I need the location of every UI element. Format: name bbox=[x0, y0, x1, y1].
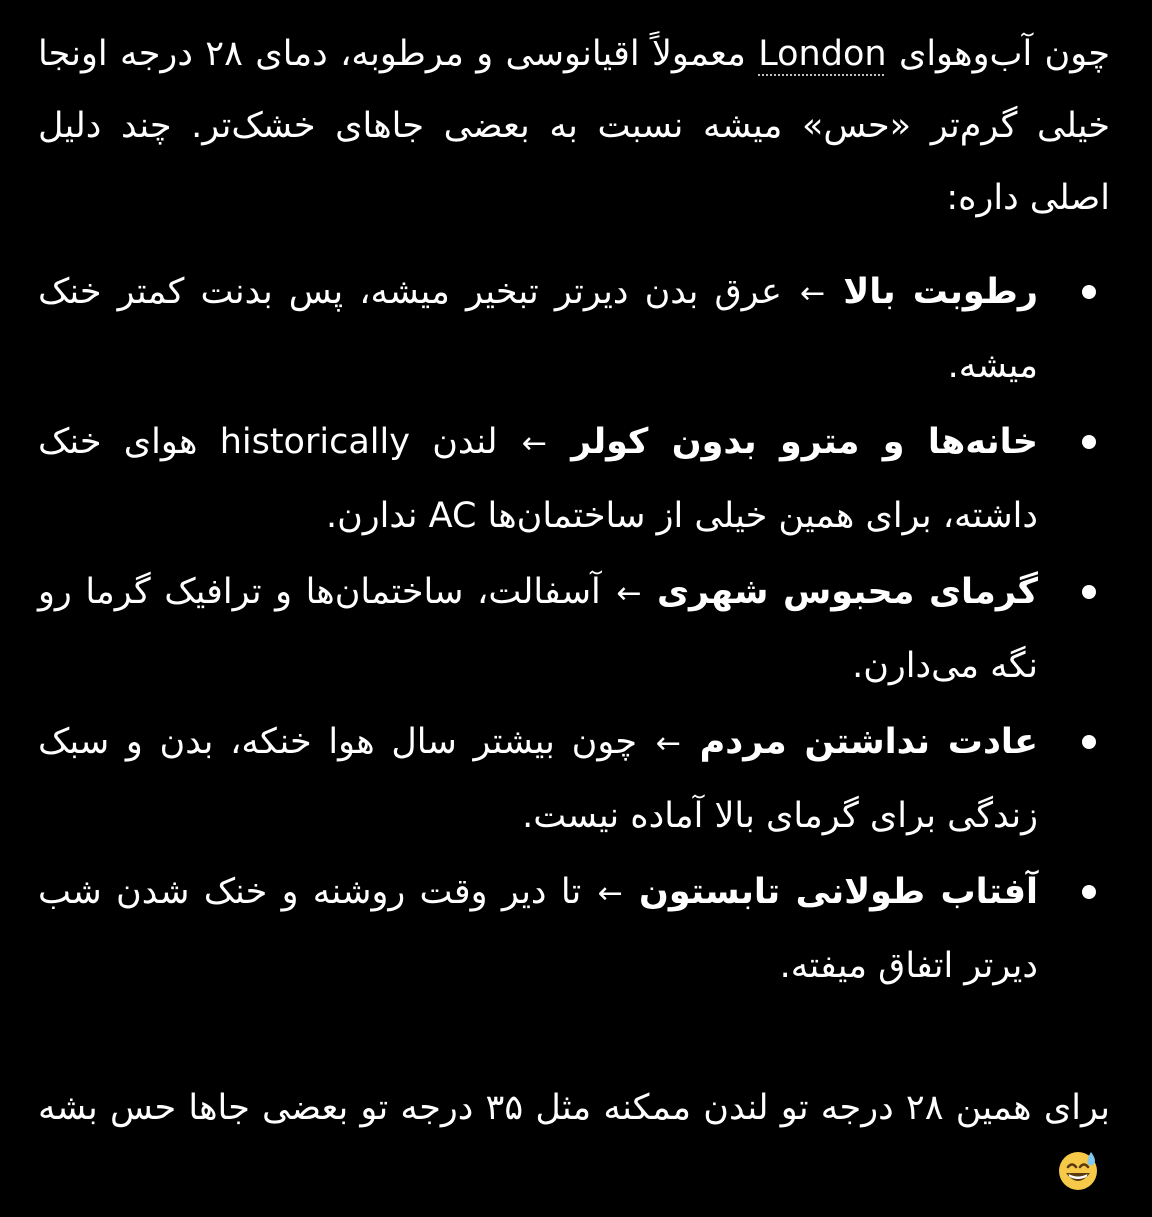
arrow-left-icon: ← bbox=[597, 876, 623, 911]
list-item bbox=[38, 256, 1110, 402]
intro-text-before-link: چون آب‌وهوای bbox=[898, 34, 1110, 74]
bullet-icon bbox=[1082, 735, 1096, 749]
reason-term: خانه‌ها و مترو بدون کولر bbox=[571, 422, 1038, 462]
london-link[interactable]: London bbox=[758, 34, 887, 74]
reason-text: عرق بدن دیرتر تبخیر میشه، پس بدنت کمتر خنک میشه. bbox=[38, 272, 1038, 386]
arrow-left-icon: ← bbox=[799, 276, 826, 311]
arrow-left-icon: ← bbox=[655, 726, 681, 761]
bullet-icon bbox=[1082, 585, 1096, 599]
reason-text: آسفالت، ساختمان‌ها و ترافیک گرما رو نگه می‌دارن. bbox=[38, 572, 1038, 686]
reason-text: چون بیشتر سال هوا خنکه، بدن و سبک زندگی برای گرمای بالا آماده نیست. bbox=[38, 722, 1038, 836]
intro-paragraph bbox=[38, 18, 1110, 234]
outro-text: برای همین ۲۸ درجه تو لندن ممکنه مثل ۳۵ درجه تو بعضی جاها حس بشه bbox=[38, 1088, 1110, 1128]
reason-term: عادت نداشتن مردم bbox=[699, 722, 1038, 762]
reason-text: لندن historically هوای خنک داشته، برای همین خیلی از ساختمان‌ها AC ندارن. bbox=[38, 422, 1038, 536]
list-item bbox=[38, 406, 1110, 552]
grinning-face-with-sweat-icon bbox=[1056, 1145, 1100, 1217]
arrow-left-icon: ← bbox=[521, 426, 547, 461]
reason-term: گرمای محبوس شهری bbox=[656, 572, 1038, 612]
reasons-list bbox=[38, 256, 1110, 1002]
list-item bbox=[38, 706, 1110, 852]
list-item bbox=[38, 856, 1110, 1002]
reason-text: تا دیر وقت روشنه و خنک شدن شب دیرتر اتفاق میفته. bbox=[38, 872, 1038, 986]
outro-paragraph bbox=[38, 1072, 1110, 1217]
bullet-icon bbox=[1082, 885, 1096, 899]
reason-term: آفتاب طولانی تابستون bbox=[639, 872, 1038, 912]
list-item bbox=[38, 556, 1110, 702]
intro-text-after-link: معمولاً اقیانوسی و مرطوبه، دمای ۲۸ درجه اونجا خیلی گرم‌تر «حس» میشه نسبت به بعضی جاهای خشک‌تر. چند دلیل اصلی داره: bbox=[38, 34, 1110, 218]
arrow-left-icon: ← bbox=[616, 576, 642, 611]
bullet-icon bbox=[1082, 435, 1096, 449]
reason-term: رطوبت بالا bbox=[843, 272, 1038, 312]
bullet-icon bbox=[1082, 285, 1096, 299]
